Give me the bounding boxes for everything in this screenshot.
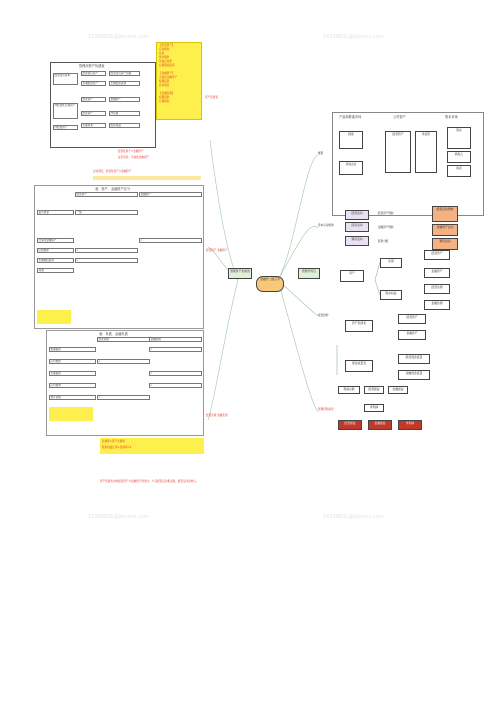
income-node: 利润总额 [338,386,360,394]
note-line: 应收账款 [159,48,170,51]
highlight-row [49,407,93,421]
structure-node: 金融负债 [424,300,450,310]
row-label: 预计负债 [49,395,96,400]
note-line: 短期借款 [159,96,170,99]
note-line: 负债率=资产负债率 [102,440,125,443]
note-text: 应收利息，经营性资产=金融资产 [93,170,132,173]
income-tag: 金融损益 [368,420,392,430]
structure-node: 资产 [340,270,364,282]
table-cell: √ [97,359,150,364]
note-line: 【金融负债】 [159,92,175,95]
diagram-node: 政府 [447,165,471,177]
section-label: 管理用利润表 [318,408,334,411]
section-label: 报表结构 [318,314,329,317]
column-header: 经营资产 [75,192,138,197]
column-header: 金融负债 [149,337,202,342]
left-branch-node: 管理资产负债表 [228,268,252,279]
table-cell: 股东权益 [109,123,140,128]
table-cell: 长期资本 [81,123,106,128]
watermark: 16189831@jianshu.com [323,34,384,40]
section-label: 资本运动规律 [318,224,334,227]
statement-node: 现金流量表 [345,360,373,372]
bottom-text: 资产负债表中的经营资产与金融资产的划分，与其经营活动相关联，经营活动是核心。 [100,480,199,483]
table-cell: √ [75,248,138,253]
highlight-row [37,310,71,324]
note-text: 经营性资产=金融资产 [118,150,144,153]
income-tag: 净利润 [398,420,422,430]
table-cell: 一般 [75,210,138,215]
row-label: 其他 [37,268,74,273]
table-header: 表：负债、金融负债 [99,332,128,336]
table-cell: 经营营运资产 [81,71,106,76]
activity-note: 股利分配 [378,240,389,243]
table-cell: 经营资产 [81,111,106,116]
table-cell: 经营资产 [81,97,106,102]
statement-node: 资产负债表 [345,320,373,332]
highlight-bar [93,176,201,180]
table-cell: 金融资产 [109,97,140,102]
diagram-heading: 公司资产 [393,115,406,119]
table-cell: √ [149,371,202,376]
note-line: 长期股权投资 [159,64,175,67]
note-line: 应收利息 [159,84,170,87]
branch-label: 经营资产 金融资产 [206,249,228,252]
statement-node: 经营现金流量 [398,354,430,364]
income-node: 净利润 [364,404,384,412]
section-label: 框架 [318,152,324,155]
note-line: 存货 [159,52,165,55]
table-cell: 经营营运资产负债 [109,71,140,76]
row-label: 应付账款 [49,359,96,364]
table-cell: √ [149,347,202,352]
activity-note: 经营资产周转 [378,212,394,215]
table-cell: 长期经营负债 [109,81,140,86]
table-cell: 长期经营资产 [81,81,106,86]
table-header: 表：资产、金融资产区分 [95,187,131,191]
statement-node: 金融现金流量 [398,370,430,380]
note-line: 其他应收款 [159,60,172,63]
row-label: 交易性金融资产 [37,238,74,243]
diagram-node: 其他企业 [339,161,363,175]
row-label: 应付债券 [49,383,96,388]
diagram-heading: 资本市场 [445,115,458,119]
statement-node: 金融资产 [398,330,426,340]
column-header: 金融资产 [139,192,202,197]
diagram-node: 净投资 [415,131,437,173]
framework-diagram [332,112,484,216]
statement-node: 经营资产 [398,314,426,324]
structure-node: 股东权益 [380,290,402,300]
income-node: 金融损益 [388,386,408,394]
table-cell: √ [75,258,138,263]
column-header: 经营负债 [97,337,150,342]
table-title: 管理用资产负债表 [79,64,105,68]
activity-node: 筹资活动 [345,236,369,246]
activity-node: 投资活动 [345,222,369,232]
activity-tag: 筹资活动 [432,238,458,250]
income-node: 经营损益 [364,386,384,394]
income-tag: 经营损益 [338,420,362,430]
activity-tag: 经营活动周转 [432,206,458,222]
table-cell: 净负债 [109,111,140,116]
note-line: 【经营资产】 [159,44,175,47]
branch-label: 经营负债 金融负债 [206,414,228,417]
note-line: 股东权益比率+负债率=1 [102,446,132,449]
table-cell: √ [139,238,202,243]
note-line: 预付账款 [159,56,170,59]
watermark: 16189831@jianshu.com [323,514,384,520]
watermark: 16189831@jianshu.com [88,514,149,520]
asset-classification-table [34,185,204,329]
structure-node: 经营负债 [424,284,450,294]
diagram-node: 债权人 [447,151,471,163]
row-label: 长期股权投资 [37,258,74,263]
diagram-heading: 产品和要素市场 [339,115,362,119]
structure-node: 经营资产 [424,250,450,260]
watermark: 16189831@jianshu.com [88,34,149,40]
activity-node: 经营活动 [345,210,369,220]
structure-node: 金融资产 [424,268,450,278]
yellow-note [156,42,202,120]
note-line: 交易性金融资产 [159,76,178,79]
note-text: 货币资金、交易性金融资产 [118,156,150,159]
group-label: 净经营性长期资产 [53,103,78,119]
note-line: 【金融资产】 [159,72,175,75]
row-label: 短期借款 [49,347,96,352]
group-label: 经营营运资本 [53,73,78,85]
group-label: 净经营资产 [53,125,78,130]
note-line: 短期投资 [159,80,170,83]
diagram-node: 股东 [447,127,471,149]
table-cell: √ [97,395,150,400]
table-cell: √ [149,383,202,388]
management-balance-sheet [50,62,156,148]
yellow-note [100,438,204,454]
row-label: 货币资金 [37,210,74,215]
row-label: 应收账款 [37,248,74,253]
activity-tag: 金融资产活动 [432,224,458,236]
diagram-node: 经营资产 [385,131,411,173]
note-line: 长期借款 [159,100,170,103]
activity-note: 金融资产周转 [378,226,394,229]
row-label: 长期借款 [49,371,96,376]
branch-label: 资产负债表 [205,96,218,99]
liability-classification-table [46,330,204,436]
center-node: 金融学二级章节 [256,276,284,292]
right-branch-node: 管理学科目 [298,268,320,279]
structure-node: 负债 [380,258,402,268]
diagram-node: 顾客 [339,131,363,149]
